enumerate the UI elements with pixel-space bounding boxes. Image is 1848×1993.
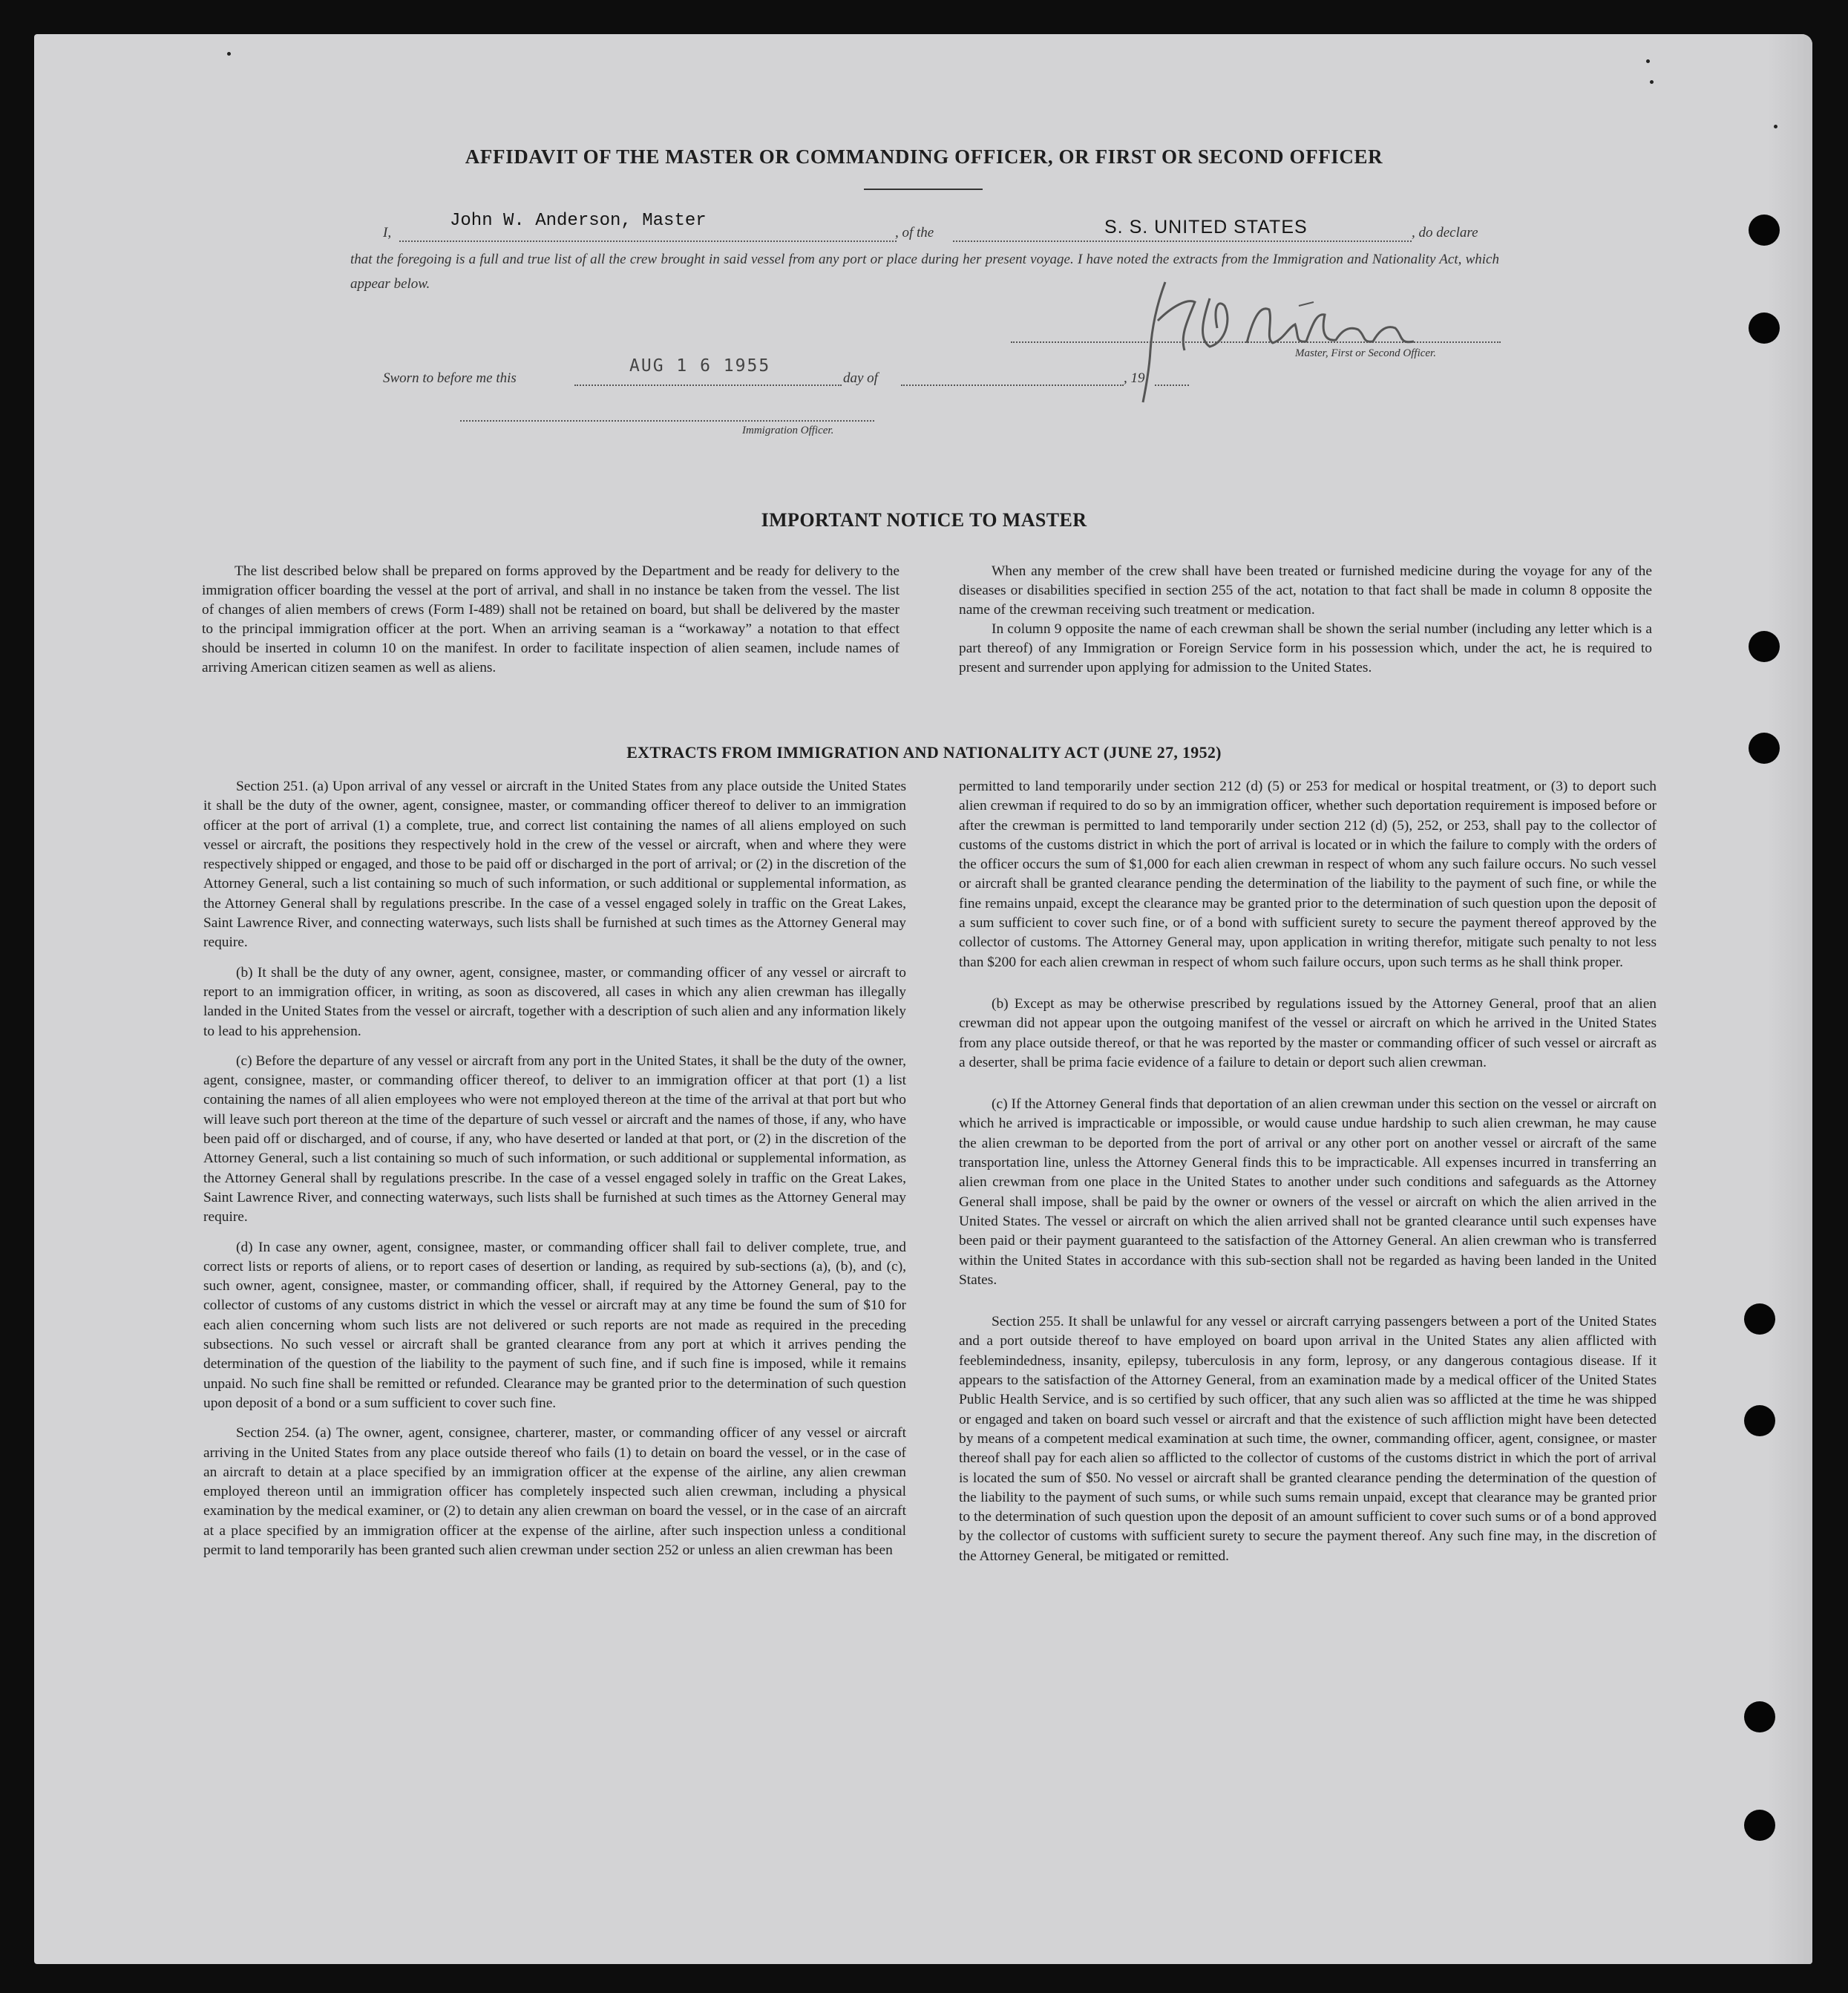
section-251-d: (d) In case any owner, agent, consignee, master, or commanding officer shall fail to deliver complete, true, and correct lists or reports of aliens, or to report cases of desertion or landing, as required by sub-sections (a), (b), and (c), such owner, agent, consignee, master, or commanding officer, shall, if required by the Attorney General, pay to the collector of customs of any customs district in which the vessel or aircraft may at any time be found the sum of $10 for each alien concerning whom such lists are not delivered or such reports are not made as required in the preceding subsections. No such vessel or aircraft shall be granted clearance from any port at which it arrives pending the determination of the question of the liability to the payment of such fine, and if such fine is imposed, while it remains unpaid. No such fine shall be remitted or refunded. Clearance may be granted prior to the determination of such question upon deposit of a bond or a sum sufficient to cover such fine. — [203, 1239, 906, 1411]
binder-hole-icon — [1744, 1810, 1775, 1841]
notice-left-column — [202, 562, 900, 678]
binder-hole-icon — [1744, 1405, 1775, 1436]
sworn-day-blank — [574, 384, 842, 386]
scan-speck — [227, 52, 231, 56]
i-label: I, — [383, 225, 392, 240]
sworn-label: Sworn to before me this — [383, 370, 517, 386]
title-rule — [864, 189, 983, 190]
handwritten-signature-icon — [1113, 276, 1469, 410]
officer-signature-line — [460, 420, 874, 422]
signature-caption: Master, First or Second Officer. — [1295, 347, 1436, 359]
binder-hole-icon — [1744, 1303, 1775, 1335]
notice-title: IMPORTANT NOTICE TO MASTER — [761, 509, 1087, 531]
date-stamp: AUG 1 6 1955 — [629, 356, 771, 376]
notice-right-column — [959, 562, 1652, 678]
binder-hole-icon — [1749, 215, 1780, 246]
extracts-left-column — [203, 777, 906, 1560]
master-name-typed: John W. Anderson, Master — [450, 211, 707, 231]
section-251-a: Section 251. (a) Upon arrival of any vessel or aircraft in the United States from any place outside the United States it shall be the duty of the owner, agent, consignee, master, or commanding officer thereof to deliver to an immigration officer at the port of arrival (1) a complete, true, and correct list containing the names of all aliens employed on such vessel or aircraft, the positions they respectively hold in the crew of the vessel or aircraft, when and where they were respectively shipped or engaged, and those to be paid off or discharged in the port of arrival; or (2) in the discretion of the Attorney General, such a list containing so much of such information, or such additional or supplemental information, as the Attorney General shall by regulations prescribe. In the case of a vessel engaged solely in traffic on the Great Lakes, Saint Lawrence River, and connecting waterways, such lists shall be furnished at such times as the Attorney General may require. — [203, 779, 906, 951]
binder-hole-icon — [1749, 312, 1780, 344]
vessel-name-typed: S. S. UNITED STATES — [1104, 217, 1308, 238]
binder-hole-icon — [1749, 631, 1780, 662]
of-the-label: , of the — [895, 225, 934, 240]
officer-caption: Immigration Officer. — [742, 425, 834, 436]
do-declare-label: , do declare — [1412, 225, 1478, 240]
section-254-a: Section 254. (a) The owner, agent, consignee, charterer, master, or commanding officer of any vessel or aircraft arriving in the United States from any place outside thereof who fails (1) to detain on board the vessel, or in the case of an aircraft to detain at a place specified by an immigration officer at the expense of the airline, any alien crewman employed thereon until an immigration officer has completely inspected such alien crewman, including a physical examination by the medical examiner, or (2) to detain any alien crewman on board the vessel, or in the case of an aircraft at a place specified by an immigration officer at the expense of the airline, after such inspection unless a conditional permit to land temporarily has been granted such alien crewman under section 252 or unless an alien crewman has been — [203, 1425, 906, 1558]
signature-line — [1011, 341, 1501, 343]
section-255: Section 255. It shall be unlawful for any vessel or aircraft carrying passengers between a port of the United States and a port outside thereof to have employed on board upon arrival in the United States any alien afflicted with feeblemindedness, insanity, epilepsy, tuberculosis in any form, leprosy, or any dangerous contagious disease. If it appears to the satisfaction of the Attorney General, from an examination made by a medical officer of the United States Public Health Service, and is so certified by such officer, that any such alien was so afflicted at the time he was shipped or engaged and taken on board such vessel or aircraft and that the existence of such affliction might have been detected by means of a competent medical examination at such time, the owner, commanding officer, agent, consignee, or master thereof shall pay for each alien so afflicted to the collector of customs of the customs district in which the port of arrival is located the sum of $50. No vessel or aircraft shall be granted clearance pending the determination of the question of the liability to the payment of such sums, or while such sums remain unpaid, except that clearance may be granted prior to the determination of such question upon the deposit of an amount sufficient to cover such sums or of a bond approved by the collector of customs with sufficient surety to secure the payment thereof. Any such fine may, in the discretion of the Attorney General, be mitigated or remitted. — [959, 1314, 1657, 1564]
notice-right-paragraph-2: In column 9 opposite the name of each crewman shall be shown the serial number (including any letter which is a part thereof) of any Immigration or Foreign Service form in his possession which, under the act, he is required to present and surrender upon applying for admission to the United States. — [959, 621, 1652, 675]
affidavit-title: AFFIDAVIT OF THE MASTER OR COMMANDING OFFICER, OR FIRST OR SECOND OFFICER — [465, 145, 1383, 168]
month-blank — [901, 384, 1124, 386]
name-blank — [399, 240, 897, 242]
declaration-text: that the foregoing is a full and true list of all the crew brought in said vessel from any port or place during her present voyage. I have noted the extracts from the Immigration and Nationality Act, which appear below. — [350, 252, 1499, 292]
binder-hole-icon — [1744, 1701, 1775, 1732]
section-251-c: (c) Before the departure of any vessel or aircraft from any port in the United States, it shall be the duty of the owner, agent, consignee, master, or commanding officer thereof, to deliver to an immigration officer at that port (1) a list containing the names of all alien employees who were not employed thereon at the time of the arrival at that port but who will leave such port thereon at the time of the departure of such vessel or aircraft and the names of those, if any, who have been paid off or discharged, and of course, if any, who have deserted or landed at that port, or (2) in the discretion of the Attorney General, such a list containing so much of such information, or such additional or supplemental information, as the Attorney General shall by regulations prescribe. In the case of a vessel engaged solely in traffic on the Great Lakes, Saint Lawrence River, and connecting waterways, such lists shall be furnished at such times as the Attorney General may require. — [203, 1053, 906, 1225]
scan-speck — [1774, 125, 1777, 128]
scan-speck — [1646, 59, 1650, 63]
section-254-a-continued: permitted to land temporarily under section 212 (d) (5) or 253 for medical or hospital treatment, or (3) to deport such alien crewman if required to do so by an immigration officer, whether such deportation requirement is imposed before or after the crewman is permitted to land temporarily under section 212 (d) (5), 252, or 253, shall pay to the collector of customs of the customs district in which the port of arrival is located or in which the failure to comply with the orders of the officer occurs the sum of $1,000 for each alien crewman in respect of whom any such failure occurs. No such vessel or aircraft shall be granted clearance pending the determination of the liability to the payment of such fine, or while the fine remains unpaid, except the clearance may be granted prior to the determination of such question upon the deposit of a sum sufficient to cover such fine, or of a bond with sufficient surety to secure the payment thereof approved by the collector of customs. The Attorney General may, upon application in writing therefor, mitigate such penalty to not less than $200 for each alien crewman in respect of whom such failure occurs, upon such terms as he shall think proper. — [959, 779, 1657, 970]
vessel-blank — [953, 240, 1412, 242]
day-of-label: day of — [843, 370, 878, 386]
notice-left-paragraph: The list described below shall be prepared on forms approved by the Department and be ready for delivery to the immigration officer boarding the vessel at the port of arrival, and shall in no instance be taken from the vessel. The list of changes of alien members of crews (Form I-489) shall not be retained on board, but shall be delivered by the master to the principal immigration officer at the port. When an arriving seaman is a “workaway” a notation to that effect should be inserted in column 10 on the manifest. In order to facilitate inspection of alien seamen, include names of arriving American citizen seamen as well as aliens. — [202, 563, 900, 675]
year-blank — [1155, 384, 1189, 386]
year-label: , 19 — [1124, 370, 1145, 386]
extracts-title: EXTRACTS FROM IMMIGRATION AND NATIONALITY ACT (JUNE 27, 1952) — [626, 743, 1222, 762]
notice-right-paragraph-1: When any member of the crew shall have been treated or furnished medicine during the voyage for any of the diseases or disabilities specified in section 255 of the act, notation to that fact shall be made in column 8 opposite the name of the crewman receiving such treatment or medication. — [959, 563, 1652, 618]
section-251-b: (b) It shall be the duty of any owner, agent, consignee, master, or commanding officer of any vessel or aircraft to report to an immigration officer, in writing, as soon as discovered, all cases in which any alien crewman has illegally landed in the United States from the vessel or aircraft, together with a description of such alien and any information likely to lead to his apprehension. — [203, 964, 906, 1039]
section-254-c: (c) If the Attorney General finds that deportation of an alien crewman under this section on the vessel or aircraft on which he arrived is impracticable or impossible, or would cause undue hardship to such alien crewman, he may cause the alien crewman to be deported from the port of arrival or any other port on another vessel or aircraft of the same transportation line, unless the Attorney General finds this to be impracticable. All expenses incurred in transferring an alien crewman from one place in the United States to another under such conditions and safeguards as the Attorney General shall impose, shall be paid by the owner or owners of the vessel or aircraft on which the alien arrived in the United States. The vessel or aircraft on which the alien arrived shall not be granted clearance until such expenses have been paid or their payment guaranteed to the satisfaction of the Attorney General. An alien crewman who is transferred within the United States in accordance with this sub-section shall not be regarded as having been landed in the United States. — [959, 1096, 1657, 1288]
extracts-right-column — [959, 777, 1657, 1566]
section-254-b: (b) Except as may be otherwise prescribed by regulations issued by the Attorney General, proof that an alien crewman did not appear upon the outgoing manifest of the vessel or aircraft on which he arrived in the United States from any place outside thereof, or that he was reported by the master or commanding officer of such vessel or aircraft as a deserter, shall be prima facie evidence of a failure to detain or deport such alien crewman. — [959, 995, 1657, 1070]
scan-speck — [1650, 80, 1654, 84]
